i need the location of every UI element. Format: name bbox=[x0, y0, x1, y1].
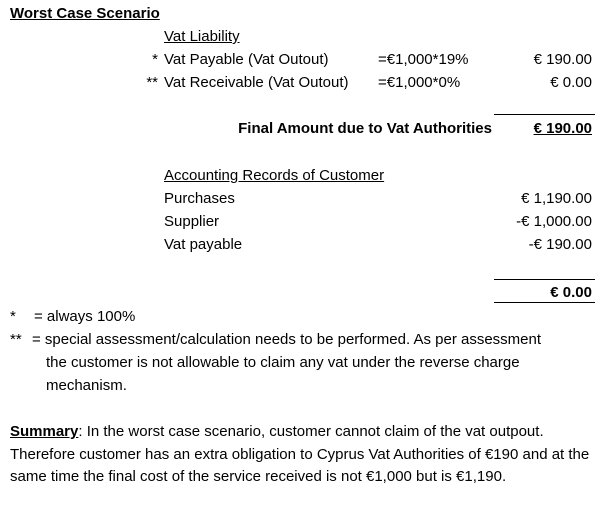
vat-receivable-amount: € 0.00 bbox=[550, 74, 592, 91]
vat-payable-label: Vat Payable (Vat Outout) bbox=[164, 51, 329, 68]
note-2-text-cont1: the customer is not allowable to claim any vat under the reverse charge bbox=[46, 354, 520, 371]
final-amount-label: Final Amount due to Vat Authorities bbox=[238, 120, 492, 137]
vat-payable-marker: * bbox=[152, 51, 158, 68]
summary-paragraph bbox=[10, 421, 595, 489]
vat-receivable-marker: ** bbox=[146, 74, 158, 91]
accounting-total-bottom-rule bbox=[494, 302, 595, 303]
final-amount-top-rule bbox=[494, 114, 595, 115]
accounting-heading: Accounting Records of Customer bbox=[164, 167, 385, 184]
note-2-marker: ** bbox=[10, 331, 22, 348]
accounting-total: € 0.00 bbox=[550, 284, 592, 301]
vat-payable-record-label: Vat payable bbox=[164, 236, 243, 253]
vat-payable-amount: € 190.00 bbox=[533, 51, 592, 68]
vat-liability-heading: Vat Liability bbox=[164, 28, 240, 45]
purchases-amount: € 1,190.00 bbox=[521, 190, 592, 207]
vat-payable-formula: =€1,000*19% bbox=[378, 51, 469, 68]
vat-payable-record-amount: -€ 190.00 bbox=[528, 236, 592, 253]
document-title: Worst Case Scenario bbox=[10, 5, 160, 22]
note-1-marker: * bbox=[10, 308, 16, 325]
vat-receivable-label: Vat Receivable (Vat Outout) bbox=[164, 74, 349, 91]
vat-receivable-formula: =€1,000*0% bbox=[378, 74, 461, 91]
note-2-text-cont2: mechanism. bbox=[46, 377, 127, 394]
accounting-total-top-rule bbox=[494, 279, 595, 280]
supplier-label: Supplier bbox=[164, 213, 220, 230]
note-2-text: = special assessment/calculation needs to be performed. As per assessment bbox=[32, 331, 542, 348]
note-1-text: = always 100% bbox=[34, 308, 136, 325]
summary-text: : In the worst case scenario, customer cannot claim of the vat outpout. Therefore customer has an extra obligation to Cyprus Vat Authorities of €190 and at the same time the final cost of the service received is not €1,000 but is €1,190. bbox=[10, 423, 590, 485]
purchases-label: Purchases bbox=[164, 190, 235, 207]
final-amount-value: € 190.00 bbox=[533, 120, 592, 137]
supplier-amount: -€ 1,000.00 bbox=[516, 213, 592, 230]
summary-label: Summary bbox=[10, 423, 79, 440]
